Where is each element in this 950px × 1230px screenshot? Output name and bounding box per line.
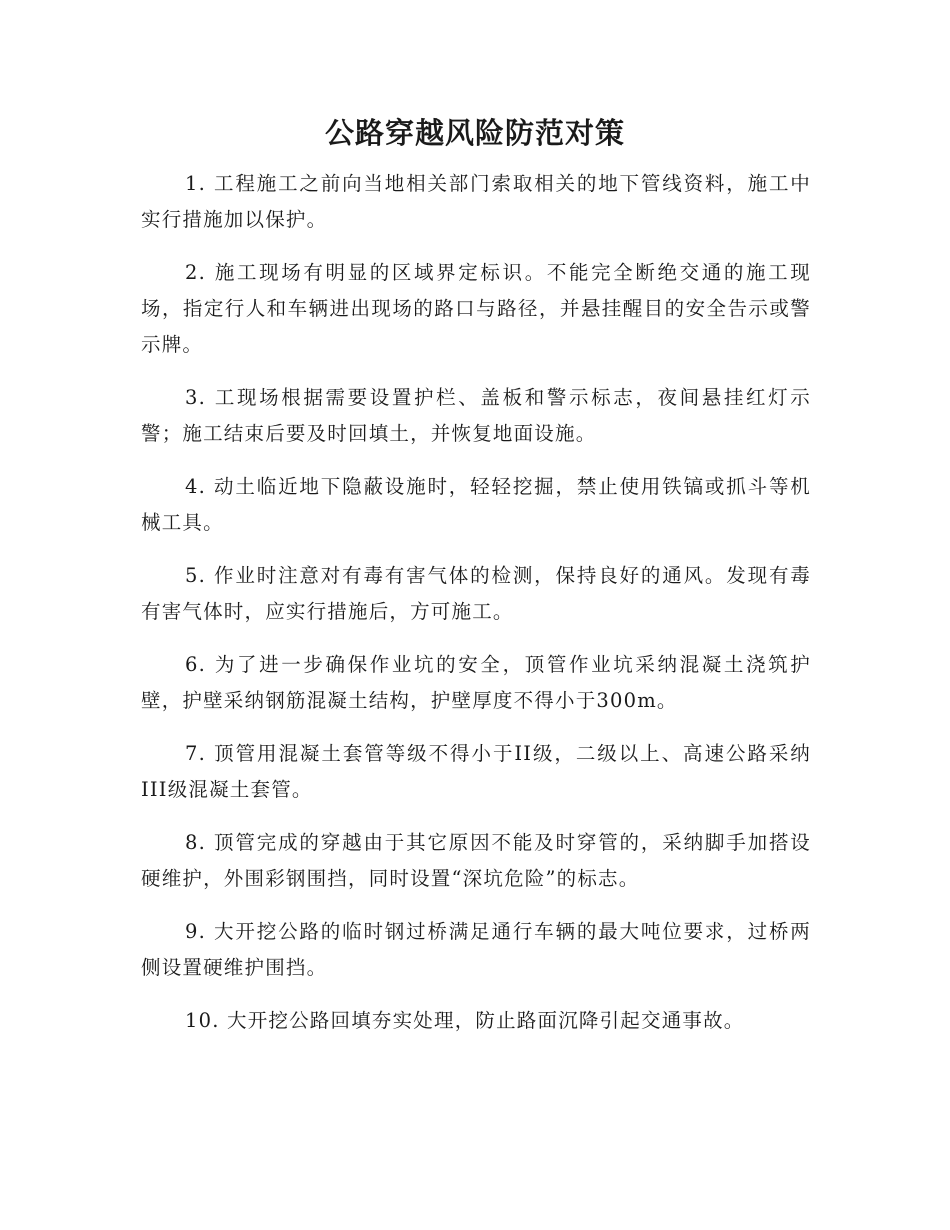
paragraph-3: 3. 工现场根据需要设置护栏、盖板和警示标志，夜间悬挂红灯示警；施工结束后要及时回填土，并恢复地面设施。 (141, 386, 811, 445)
document-title: 公路穿越风险防范对策 (324, 116, 625, 150)
paragraph-4: 4. 动土临近地下隐蔽设施时，轻轻挖掘，禁止使用铁镐或抓斗等机械工具。 (141, 475, 811, 534)
paragraph-10: 10. 大开挖公路回填夯实处理，防止路面沉降引起交通事故。 (185, 1009, 745, 1032)
paragraph-2: 2. 施工现场有明显的区域界定标识。不能完全断绝交通的施工现场，指定行人和车辆进出现场的路口与路径，并悬挂醒目的安全告示或警示牌。 (141, 261, 811, 356)
paragraph-1: 1. 工程施工之前向当地相关部门索取相关的地下管线资料，施工中实行措施加以保护。 (141, 172, 811, 231)
paragraph-5: 5. 作业时注意对有毒有害气体的检测，保持良好的通风。发现有毒有害气体时，应实行措施后，方可施工。 (141, 564, 811, 623)
document-body (141, 166, 811, 1056)
paragraph-7: 7. 顶管用混凝土套管等级不得小于II级，二级以上、高速公路采纳III级混凝土套管。 (141, 742, 811, 801)
paragraph-8: 8. 顶管完成的穿越由于其它原因不能及时穿管的，采纳脚手加搭设硬维护，外围彩钢围挡，同时设置“深坑危险”的标志。 (141, 831, 811, 890)
paragraph-9: 9. 大开挖公路的临时钢过桥满足通行车辆的最大吨位要求，过桥两侧设置硬维护围挡。 (141, 920, 811, 979)
paragraph-6: 6. 为了进一步确保作业坑的安全，顶管作业坑采纳混凝土浇筑护壁，护壁采纳钢筋混凝土结构，护壁厚度不得小于300m。 (141, 653, 811, 712)
